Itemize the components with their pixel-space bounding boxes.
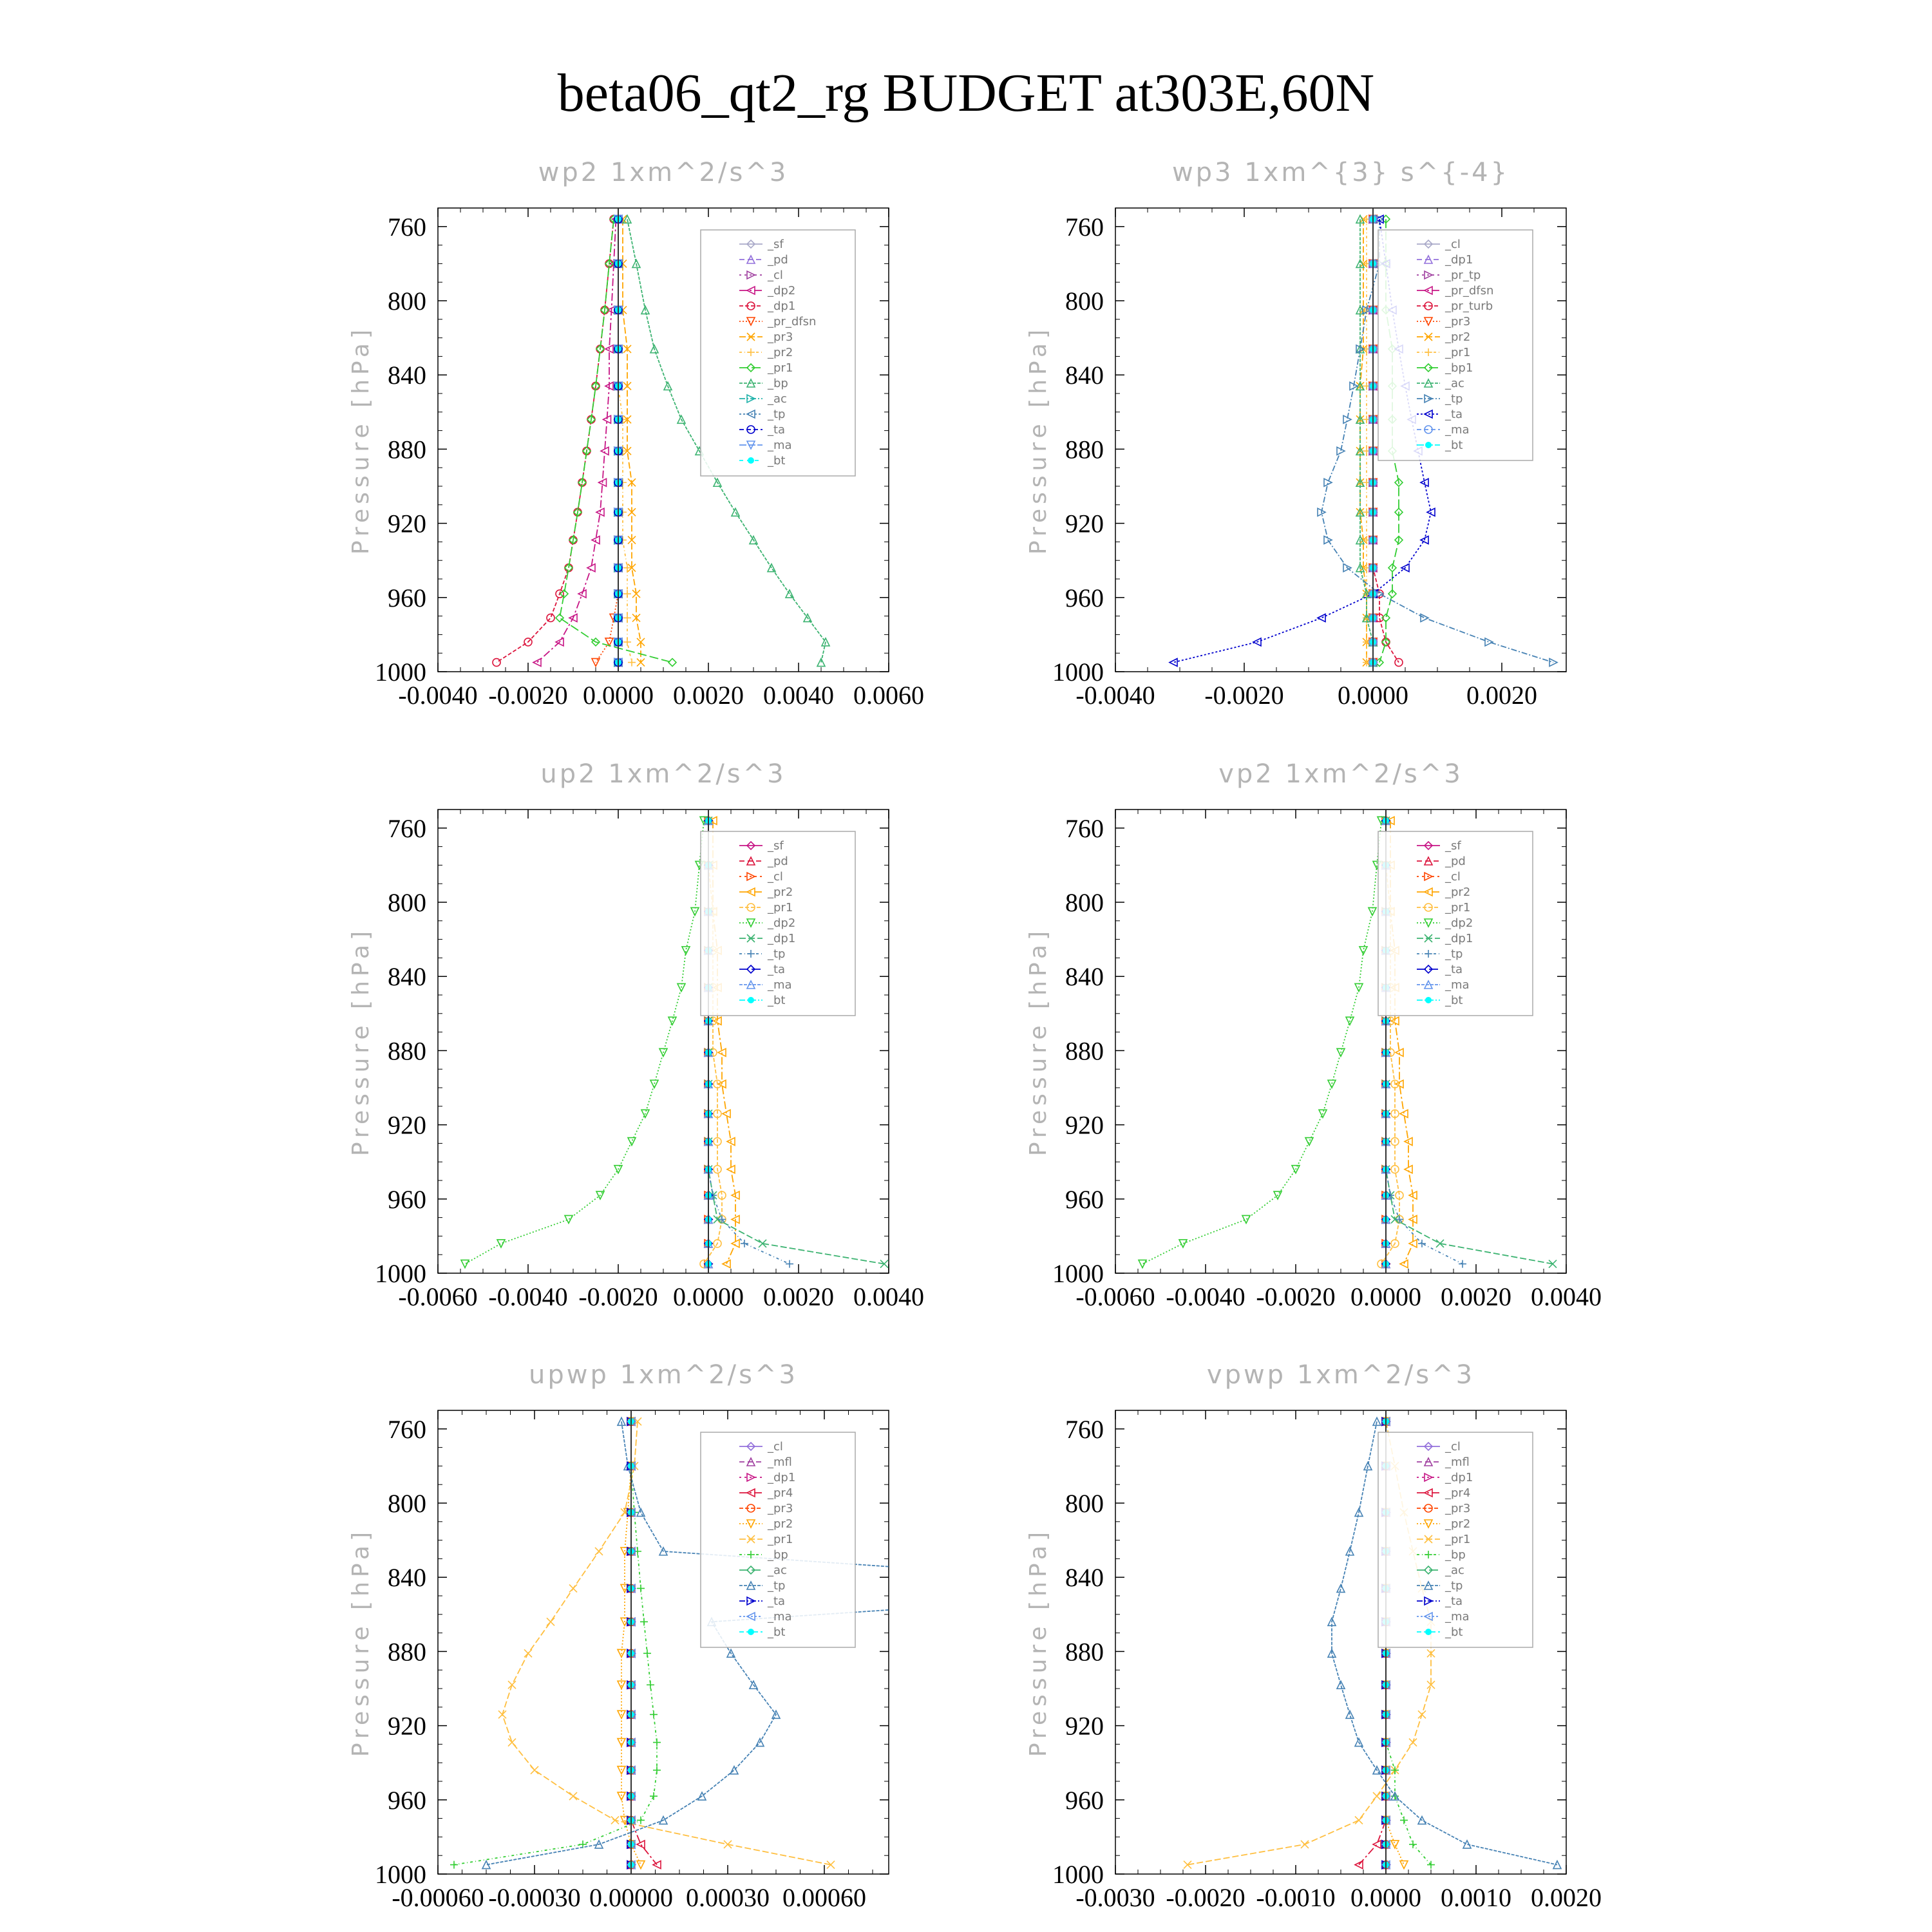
legend-label: _pr1 <box>1445 901 1471 914</box>
data-point <box>569 1584 577 1592</box>
y-tick-label: 1000 <box>1052 1259 1104 1288</box>
y-tick-label: 880 <box>1065 1637 1104 1667</box>
x-tick-label: -0.0040 <box>488 1282 568 1311</box>
y-tick-label: 840 <box>1065 962 1104 992</box>
legend-label: _dp2 <box>1445 916 1473 930</box>
y-axis-label: Pressure [hPa] <box>1025 325 1052 555</box>
legend-label: _pr4 <box>1445 1486 1471 1500</box>
data-point <box>623 564 631 572</box>
data-point <box>1421 614 1428 621</box>
data-point <box>732 508 739 516</box>
legend-label: _ma <box>1445 423 1470 437</box>
panel-title: wp3 1xm^{3} s^{-4} <box>1171 158 1510 187</box>
data-point <box>637 1816 645 1824</box>
y-tick-label: 880 <box>388 1637 426 1667</box>
legend-label: _bp1 <box>1445 361 1473 375</box>
y-tick-label: 920 <box>1065 1711 1104 1741</box>
data-point <box>748 457 754 464</box>
legend-label: _pr_dfsn <box>1445 284 1494 298</box>
data-point <box>1373 1841 1381 1848</box>
legend-label: _ma <box>768 439 792 452</box>
y-tick-label: 800 <box>388 287 426 316</box>
data-point <box>1305 1138 1313 1146</box>
y-tick-label: 920 <box>1065 1110 1104 1140</box>
y-tick-label: 880 <box>1065 1036 1104 1066</box>
data-point <box>1425 997 1432 1003</box>
x-tick-label: 0.0000 <box>583 681 654 710</box>
chart-panel-2 <box>1025 158 1566 710</box>
data-point <box>498 1710 506 1718</box>
panels <box>348 158 1602 1912</box>
data-point <box>1463 1841 1471 1848</box>
legend-label: _bt <box>1445 1625 1463 1639</box>
chart-panel-6 <box>1025 1360 1602 1912</box>
legend-label: _tp <box>1445 947 1463 961</box>
data-point <box>595 1548 603 1555</box>
data-point <box>1409 1841 1417 1848</box>
data-point <box>623 590 631 598</box>
legend-label: _tp <box>768 408 786 421</box>
legend-label: _ta <box>1445 1595 1463 1608</box>
data-point <box>1207 1584 1215 1592</box>
y-tick-label: 840 <box>388 361 426 390</box>
data-point <box>1355 1816 1363 1824</box>
data-point <box>1418 1710 1426 1718</box>
data-point <box>508 1681 516 1689</box>
legend-label: _pr_dfsn <box>768 315 817 328</box>
x-tick-label: -0.00030 <box>488 1883 581 1912</box>
x-tick-label: 0.0020 <box>763 1282 834 1311</box>
legend-label: _bt <box>1445 994 1463 1007</box>
data-point <box>1425 442 1432 448</box>
legend-label: _pr2 <box>1445 1517 1471 1531</box>
y-tick-label: 760 <box>388 1414 426 1444</box>
legend-label: _pr3 <box>768 1502 793 1515</box>
x-tick-label: 0.0040 <box>1531 1282 1602 1311</box>
x-tick-label: 0.00000 <box>589 1883 673 1912</box>
y-axis-label: Pressure [hPa] <box>348 926 374 1157</box>
y-axis-label: Pressure [hPa] <box>348 1527 374 1757</box>
legend-label: _dp1 <box>768 1471 796 1484</box>
chart-panel-4 <box>1025 759 1602 1311</box>
y-tick-label: 960 <box>1065 583 1104 612</box>
legend-label: _tp <box>1445 1579 1463 1593</box>
x-tick-label: 0.0000 <box>673 1282 744 1311</box>
legend-label: _ma <box>768 978 792 992</box>
legend-label: _bp <box>768 377 788 390</box>
data-point <box>682 947 690 954</box>
legend-label: _pr2 <box>768 1517 793 1531</box>
legend-label: _ta <box>768 1595 786 1608</box>
y-tick-label: 960 <box>388 583 426 612</box>
legend-label: _sf <box>768 238 784 251</box>
figure-title: beta06_qt2_rg BUDGET at303E,60N <box>557 63 1375 123</box>
legend-label: _dp1 <box>1445 1471 1473 1484</box>
panel-title: vp2 1xm^2/s^3 <box>1218 759 1463 789</box>
chart-panel-1 <box>348 158 924 710</box>
legend-label: _cl <box>1445 870 1461 884</box>
legend-label: _bt <box>1445 439 1463 452</box>
series-line-dp1 <box>497 219 614 662</box>
data-point <box>1459 1260 1466 1268</box>
y-tick-label: 760 <box>1065 813 1104 843</box>
panel-title: up2 1xm^2/s^3 <box>540 759 786 789</box>
legend-label: _bp <box>768 1548 788 1562</box>
legend-label: _ma <box>768 1610 792 1624</box>
x-tick-label: 0.00030 <box>686 1883 770 1912</box>
legend-label: _sf <box>1445 839 1461 853</box>
data-point <box>1485 638 1493 646</box>
legend-label: _sf <box>768 839 784 853</box>
panel-title: wp2 1xm^2/s^3 <box>538 158 789 187</box>
data-point <box>650 1710 658 1718</box>
legend-label: _pd <box>1445 855 1466 868</box>
y-tick-label: 1000 <box>1052 1860 1104 1889</box>
legend-label: _ta <box>768 963 786 976</box>
y-tick-label: 800 <box>1065 287 1104 316</box>
legend-label: _pr1 <box>1445 1533 1471 1546</box>
x-tick-label: 0.00060 <box>782 1883 866 1912</box>
data-point <box>1409 1739 1417 1747</box>
legend-label: _ac <box>1445 377 1464 390</box>
data-point <box>497 1240 505 1247</box>
y-tick-label: 840 <box>388 1563 426 1593</box>
data-point <box>643 1649 651 1657</box>
data-point <box>1337 1584 1345 1592</box>
data-point <box>618 1739 625 1747</box>
panel-title: vpwp 1xm^2/s^3 <box>1206 1360 1475 1390</box>
y-tick-label: 960 <box>388 1184 426 1214</box>
data-point <box>640 1618 648 1625</box>
x-tick-label: -0.0020 <box>1166 1883 1245 1912</box>
data-point <box>668 659 676 667</box>
data-point <box>1318 614 1325 621</box>
series-line-dp2 <box>465 820 704 1264</box>
data-point <box>650 1080 658 1088</box>
x-tick-label: -0.0010 <box>1256 1883 1336 1912</box>
legend-label: _tp <box>768 947 786 961</box>
legend-label: _pr4 <box>768 1486 793 1500</box>
x-tick-label: -0.00060 <box>392 1883 484 1912</box>
series-line-dp2 <box>1142 820 1381 1264</box>
x-tick-label: -0.0040 <box>398 681 478 710</box>
y-tick-label: 800 <box>1065 1489 1104 1518</box>
data-point <box>1179 1240 1187 1247</box>
data-point <box>653 1739 661 1747</box>
y-tick-label: 920 <box>388 509 426 538</box>
y-tick-label: 920 <box>388 1711 426 1741</box>
legend-label: _pr_tp <box>1445 269 1481 282</box>
y-tick-label: 920 <box>1065 509 1104 538</box>
legend-label: _bt <box>768 994 786 1007</box>
data-point <box>647 1681 654 1689</box>
legend-label: _tp <box>1445 392 1463 406</box>
y-tick-label: 760 <box>388 813 426 843</box>
y-tick-label: 840 <box>1065 1563 1104 1593</box>
y-tick-label: 880 <box>388 1036 426 1066</box>
legend-label: _ac <box>768 392 787 406</box>
data-point <box>1373 1792 1381 1800</box>
legend-label: _pr3 <box>1445 1502 1471 1515</box>
series-line-dp2 <box>537 219 616 662</box>
data-point <box>1400 1816 1408 1824</box>
data-point <box>1139 1260 1146 1268</box>
data-point <box>650 1792 658 1800</box>
legend-label: _pr2 <box>1445 886 1471 899</box>
data-point <box>653 1766 661 1774</box>
y-tick-label: 840 <box>388 962 426 992</box>
x-tick-label: 0.0060 <box>853 681 924 710</box>
y-tick-label: 1000 <box>375 658 426 687</box>
legend-label: _pr_turb <box>1445 299 1493 313</box>
data-point <box>637 1841 645 1848</box>
legend-label: _pd <box>768 855 788 868</box>
x-tick-label: -0.0020 <box>1204 681 1284 710</box>
data-point <box>1359 947 1367 954</box>
y-tick-label: 1000 <box>1052 658 1104 687</box>
data-point <box>1170 659 1177 667</box>
data-point <box>748 1629 754 1635</box>
data-point <box>1337 1681 1345 1689</box>
y-tick-label: 800 <box>1065 888 1104 917</box>
legend-label: _pr2 <box>768 886 793 899</box>
legend-label: _ta <box>768 423 786 437</box>
panel-title: upwp 1xm^2/s^3 <box>529 1360 798 1390</box>
chart-panel-3 <box>348 759 924 1311</box>
data-point <box>1324 478 1332 486</box>
data-point <box>637 1584 645 1592</box>
legend-label: _bt <box>768 454 786 468</box>
legend-label: _pr2 <box>1445 330 1471 344</box>
legend-label: _dp1 <box>1445 253 1473 267</box>
data-point <box>1427 1861 1435 1869</box>
y-tick-label: 800 <box>388 888 426 917</box>
y-axis-label: Pressure [hPa] <box>348 325 374 555</box>
legend-label: _tp <box>768 1579 786 1593</box>
x-tick-label: 0.0020 <box>1531 1883 1602 1912</box>
x-tick-label: -0.0060 <box>398 1282 478 1311</box>
x-tick-label: 0.0000 <box>1338 681 1408 710</box>
legend-label: _bp <box>1445 1548 1466 1562</box>
x-tick-label: -0.0020 <box>488 681 568 710</box>
data-point <box>1418 1240 1426 1247</box>
legend-label: _dp1 <box>768 932 796 945</box>
x-tick-label: 0.0000 <box>1350 1883 1421 1912</box>
y-tick-label: 960 <box>388 1785 426 1815</box>
data-point <box>1400 1861 1408 1869</box>
data-point <box>637 1861 645 1869</box>
y-tick-label: 760 <box>388 212 426 242</box>
data-point <box>741 1240 748 1247</box>
legend-label: _dp1 <box>1445 932 1473 945</box>
y-tick-label: 800 <box>388 1489 426 1518</box>
x-tick-label: 0.0040 <box>763 681 834 710</box>
data-point <box>547 1618 554 1625</box>
data-point <box>461 1260 469 1268</box>
data-point <box>531 1766 538 1774</box>
legend-label: _mfl <box>768 1455 792 1469</box>
legend-label: _cl <box>768 1440 783 1454</box>
legend-label: _ac <box>768 1564 787 1577</box>
legend-label: _pr1 <box>768 1533 793 1546</box>
legend-label: _pr2 <box>768 346 793 359</box>
legend-label: _pr1 <box>1445 346 1471 359</box>
x-tick-label: 0.0000 <box>1350 1282 1421 1311</box>
x-tick-label: -0.0040 <box>1166 1282 1245 1311</box>
data-point <box>628 1138 636 1146</box>
data-point <box>748 997 754 1003</box>
y-tick-label: 920 <box>388 1110 426 1140</box>
legend-label: _ta <box>1445 408 1463 421</box>
x-tick-label: 0.0020 <box>673 681 744 710</box>
x-tick-label: -0.0040 <box>1075 681 1155 710</box>
x-tick-label: -0.0030 <box>1075 1883 1155 1912</box>
legend-label: _mfl <box>1445 1455 1470 1469</box>
legend-label: _ta <box>1445 963 1463 976</box>
x-tick-label: 0.0020 <box>1466 681 1537 710</box>
data-point <box>786 1260 793 1268</box>
x-tick-label: -0.0060 <box>1075 1282 1155 1311</box>
legend-label: _pd <box>768 253 788 267</box>
y-tick-label: 880 <box>1065 435 1104 464</box>
y-tick-label: 960 <box>1065 1184 1104 1214</box>
legend-label: _ma <box>1445 978 1470 992</box>
data-point <box>508 1739 516 1747</box>
data-point <box>450 1861 458 1869</box>
legend-label: _ma <box>1445 1610 1470 1624</box>
legend-label: _ac <box>1445 1564 1464 1577</box>
legend-label: _cl <box>768 269 783 282</box>
legend-label: _pr3 <box>768 330 793 344</box>
data-point <box>628 659 636 667</box>
y-tick-label: 1000 <box>375 1860 426 1889</box>
x-tick-label: -0.0020 <box>1256 1282 1336 1311</box>
series-line-bp <box>454 1421 657 1864</box>
y-tick-label: 760 <box>1065 1414 1104 1444</box>
y-tick-label: 840 <box>1065 361 1104 390</box>
legend-label: _cl <box>1445 1440 1461 1454</box>
x-tick-label: 0.0040 <box>853 1282 924 1311</box>
data-point <box>547 614 554 621</box>
data-point <box>1301 1841 1309 1848</box>
y-tick-label: 760 <box>1065 212 1104 242</box>
legend-label: _pr1 <box>768 901 793 914</box>
legend-label: _dp1 <box>768 299 796 313</box>
data-point <box>623 614 631 621</box>
data-point <box>1328 1080 1336 1088</box>
data-point <box>1391 1841 1399 1848</box>
legend-label: _dp2 <box>768 284 796 298</box>
legend-label: _bt <box>768 1625 786 1639</box>
legend-label: _dp2 <box>768 916 796 930</box>
x-tick-label: -0.0020 <box>578 1282 658 1311</box>
legend-label: _pr3 <box>1445 315 1471 328</box>
data-point <box>1425 1629 1432 1635</box>
data-point <box>623 638 631 646</box>
y-tick-label: 1000 <box>375 1259 426 1288</box>
x-tick-label: 0.0010 <box>1441 1883 1511 1912</box>
x-tick-label: 0.0020 <box>1441 1282 1511 1311</box>
y-tick-label: 880 <box>388 435 426 464</box>
y-axis-label: Pressure [hPa] <box>1025 926 1052 1157</box>
legend-label: _cl <box>1445 238 1461 251</box>
y-axis-label: Pressure [hPa] <box>1025 1527 1052 1757</box>
y-tick-label: 960 <box>1065 1785 1104 1815</box>
legend-label: _cl <box>768 870 783 884</box>
data-point <box>524 1649 532 1657</box>
legend-label: _pr1 <box>768 361 793 375</box>
data-point <box>569 1792 577 1800</box>
